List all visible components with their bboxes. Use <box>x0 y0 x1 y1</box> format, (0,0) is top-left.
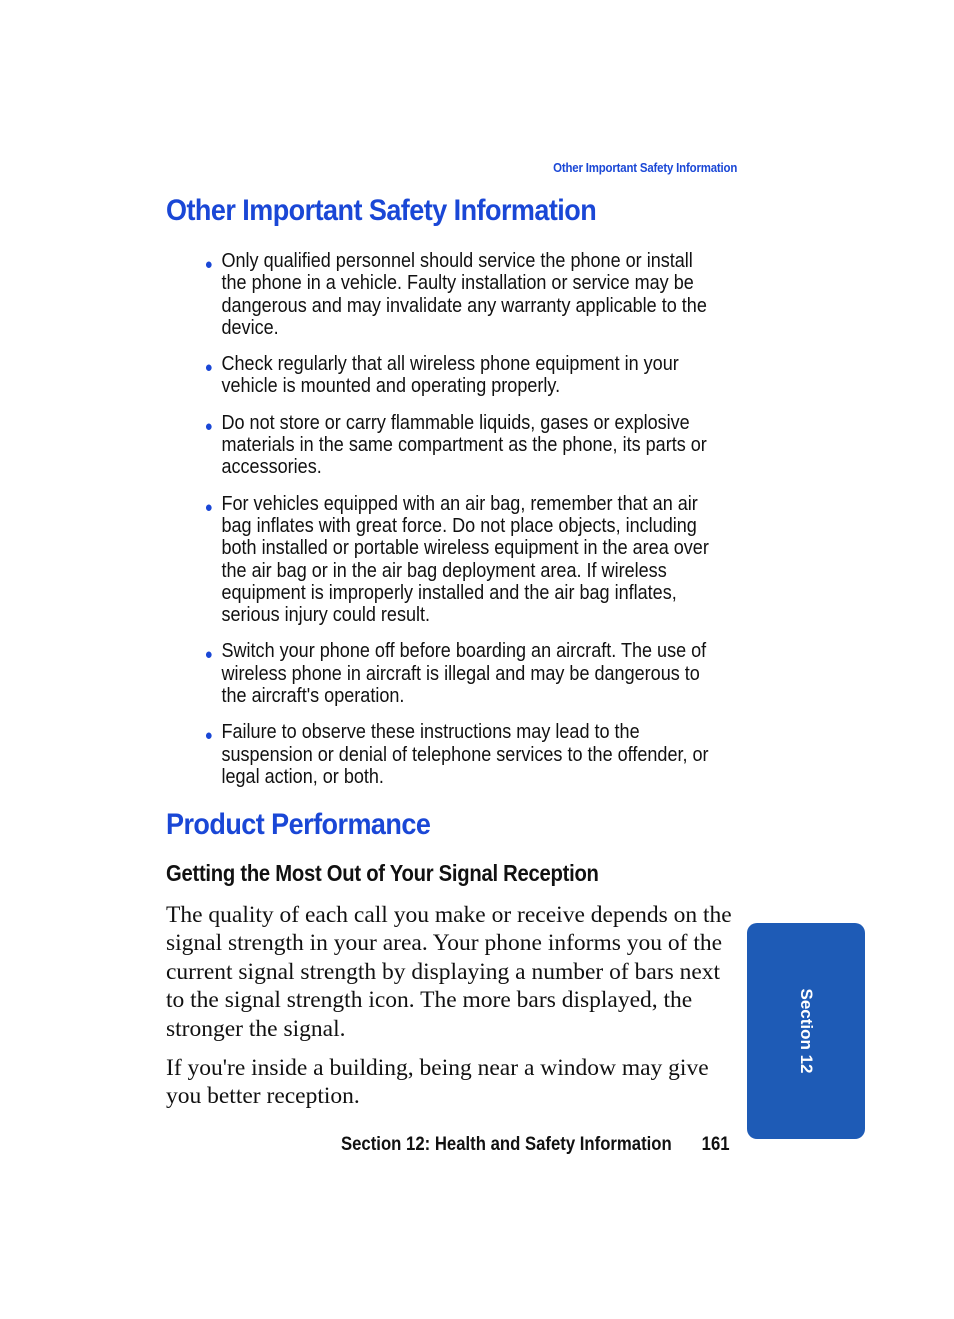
list-item <box>203 412 722 479</box>
body-paragraph: If you're inside a building, being near a window may give you better reception. <box>166 1055 709 1110</box>
safety-bullet-list <box>203 250 722 802</box>
bullet-text: Only qualified personnel should service the phone or install the phone in a vehicle. Faulty installation or service may be dangerous and may invalidate any warranty applicable to the device. <box>221 249 707 339</box>
list-item <box>203 640 722 707</box>
list-item <box>203 353 722 398</box>
list-item <box>203 721 722 788</box>
footer-section-label: Section 12: Health and Safety Information <box>341 1134 673 1155</box>
subsection-title: Getting the Most Out of Your Signal Reception <box>166 860 599 886</box>
body-paragraph: The quality of each call you make or receive depends on the signal strength in your area. Your phone informs you of the current signal strength by displaying a number of bars next to the signal strength icon. The more bars displayed, the stronger the signal. <box>166 902 732 1042</box>
bullet-text: Failure to observe these instructions may lead to the suspension or denial of telephone services to the offender, or legal action, or both. <box>221 720 709 788</box>
page-number: 161 <box>702 1134 730 1155</box>
section-tab-label: Section 12 <box>797 988 816 1074</box>
bullet-icon: ● <box>204 417 213 435</box>
bullet-text: Switch your phone off before boarding an aircraft. The use of wireless phone in aircraft is illegal and may be dangerous to the aircraft's operation. <box>221 639 707 708</box>
running-header: Other Important Safety Information <box>552 160 737 175</box>
bullet-text: Check regularly that all wireless phone equipment in your vehicle is mounted and operating properly. <box>221 352 679 398</box>
bullet-icon: ● <box>204 646 213 664</box>
page-footer <box>341 1134 730 1156</box>
section-title-safety: Other Important Safety Information <box>166 194 597 227</box>
section-title-performance: Product Performance <box>166 808 431 841</box>
bullet-icon: ● <box>204 727 213 745</box>
list-item <box>203 493 722 627</box>
bullet-icon: ● <box>204 256 213 273</box>
bullet-icon: ● <box>204 498 213 516</box>
bullet-text: For vehicles equipped with an air bag, remember that an air bag inflates with great force. Do not place objects, including both installed or portable wireless equipment in the area over the air bag or in the air bag deployment area. If wireless equipment is improperly installed and the air bag inflates, serious injury could result. <box>221 491 709 627</box>
list-item <box>203 250 722 339</box>
bullet-text: Do not store or carry flammable liquids, gases or explosive materials in the same compartment as the phone, its parts or accessories. <box>221 410 707 479</box>
section-tab <box>747 923 865 1139</box>
bullet-icon: ● <box>204 359 213 377</box>
